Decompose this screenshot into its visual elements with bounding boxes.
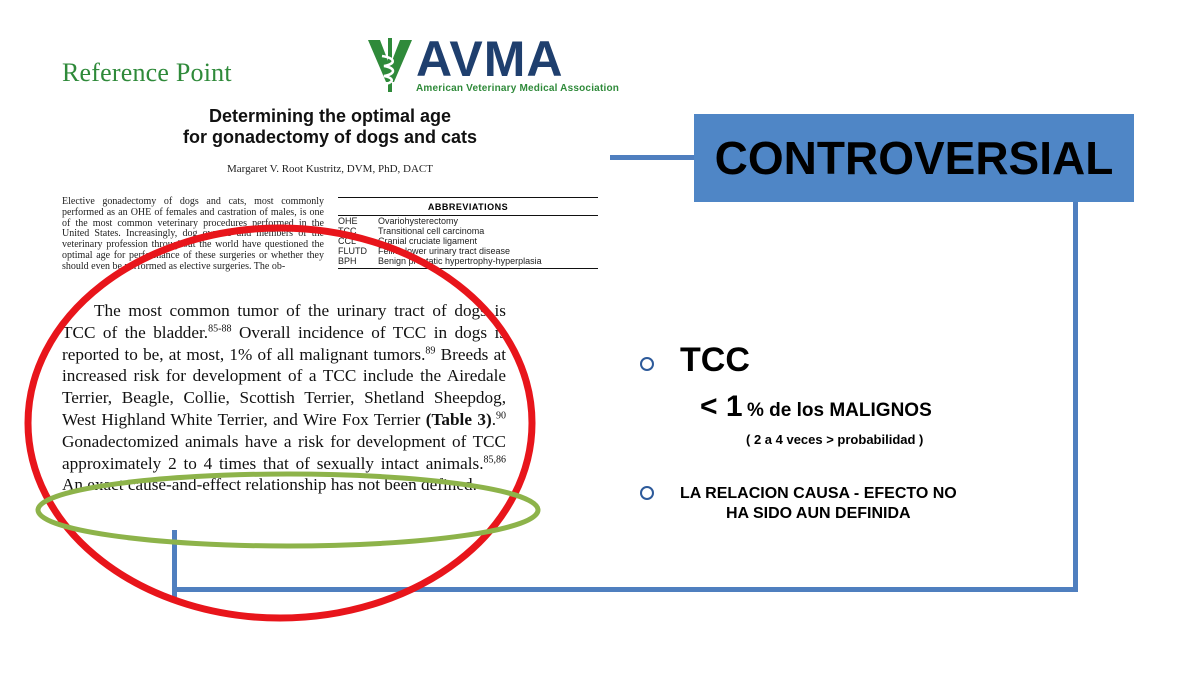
avma-subtitle: American Veterinary Medical Association (416, 83, 620, 94)
relation-statement: LA RELACION CAUSA - EFECTO NO HA SIDO AUN DEFINIDA (680, 485, 957, 522)
article-tcc-paragraph: The most common tumor of the urinary tract of dogs is TCC of the bladder.$^{85-88}$ Overall incidence of TCC in dogs is reported to be, at most, 1% of all malignant tumors.$^{89}$ Breeds at increased risk for development of a TCC include the Airedale Terrier, Beagle, Collie, Scottish Terrier, Shetland Sheepdog, West Highland White Terrier, and Wire Fox Terrier (Table 3).$^{90}$ Gonadectomized animals have a risk for development of TCC approximately 2 to 4 times that of sexually intact animals.$^{85,86}$ An exact cause-and-effect relationship has not been defined. (62, 301, 506, 495)
reference-point-label: Reference Point (62, 58, 232, 87)
abbreviation-row: OHE Ovariohysterectomy (338, 216, 459, 226)
abbreviation-row: BPH Benign prostatic hypertrophy-hyperplasia (338, 256, 542, 266)
article-intro-text: Elective gonadectomy of dogs and cats, most commonly performed as an OHE of females and castration of males, is one of the most common veterinary procedures performed in the United States. Increasingly, dog owners and members of the veterinary profession throughout the world have questioned the optimal age for performance of these surgeries or whether they should even be performed as elective surgeries. The ob- (62, 196, 324, 272)
abbreviations-heading: ABBREVIATIONS (338, 198, 598, 216)
abbreviation-row: CCL Cranial cruciate ligament (338, 236, 478, 246)
controversial-heading: CONTROVERSIAL (714, 132, 1114, 184)
red-highlight-ellipse (28, 228, 532, 618)
tcc-label: TCC (680, 341, 750, 379)
avma-wordmark: AVMA (416, 31, 564, 87)
green-highlight-ellipse (38, 474, 538, 546)
article-title-line-1: Determining the optimal age (208, 106, 452, 126)
article-author: Margaret V. Root Kustritz, DVM, PhD, DACT (227, 163, 433, 175)
incidence-value: < 1 (700, 390, 743, 423)
probability-note: ( 2 a 4 veces > probabilidad ) (746, 432, 924, 447)
incidence-label: % de los MALIGNOS (747, 400, 932, 421)
abbreviation-row: TCC Transitional cell carcinoma (338, 226, 485, 236)
article-title-line-2: for gonadectomy of dogs and cats (182, 127, 478, 147)
abbreviation-row: FLUTD Feline lower urinary tract disease (338, 246, 511, 256)
